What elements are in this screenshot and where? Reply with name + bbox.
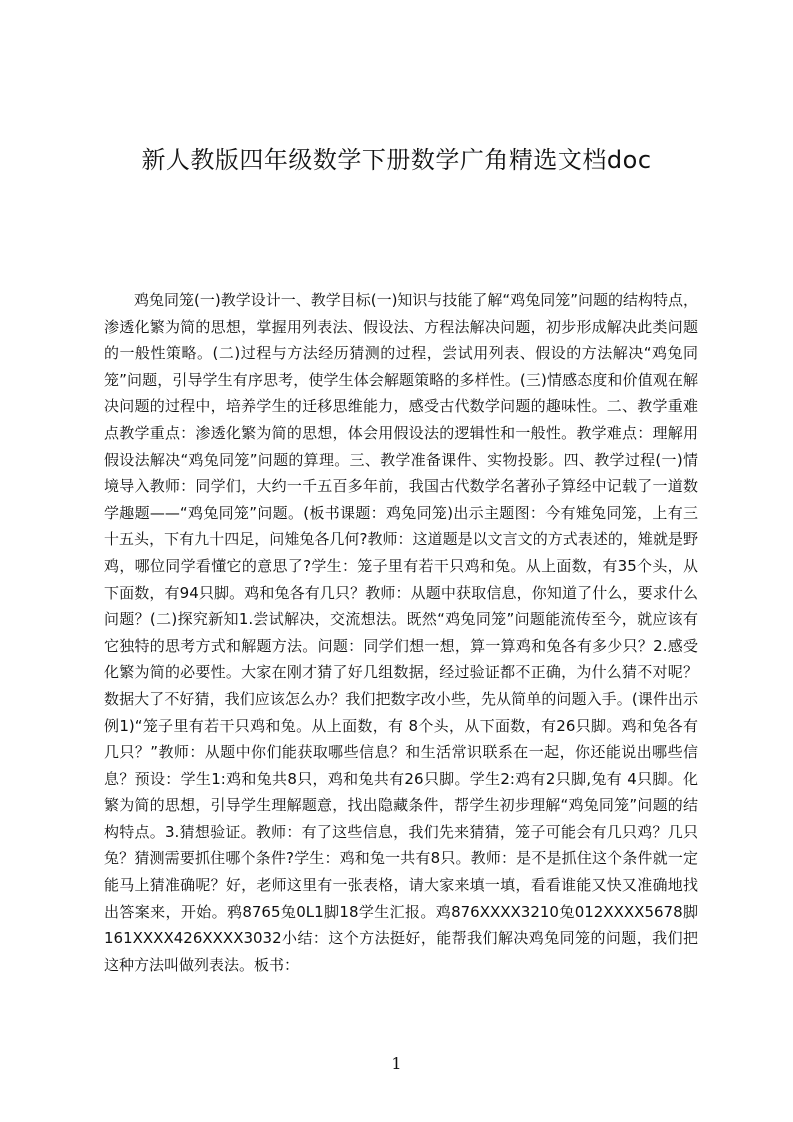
page-number: 1 [391,1054,402,1073]
document-title: 新人教版四年级数学下册数学广角精选文档doc [141,146,652,174]
document-body-paragraph: 鸡兔同笼(一)教学设计一、教学目标(一)知识与技能了解“鸡兔同笼”问题的结构特点，渗透化繁为简的思想，掌握用列表法、假设法、方程法解决问题，初步形成解决此类问题的一般性策略。(二)过程与方法经历猜测的过程，尝试用列表、假设的方法解决“鸡兔同笼”问题，引导学生有序思考，使学生体会解题策略的多样性。(三)情感态度和价值观在解决问题的过程中，培养学生的迁移思维能力，感受古代数学问题的趣味性。二、教学重难点教学重点：渗透化繁为简的思想，体会用假设法的逻辑性和一般性。教学难点：理解用假设法解决“鸡兔同笼”问题的算理。三、教学准备课件、实物投影。四、教学过程(一)情境导入教师：同学们，大约一千五百多年前，我国古代数学名著孙子算经中记载了一道数学趣题——“鸡兔同笼”问题。(板书课题：鸡兔同笼)出示主题图：今有雉兔同笼，上有三十五头，下有九十四足，问雉兔各几何?教师：这道题是以文言文的方式表述的，雉就是野鸡，哪位同学看懂它的意思了?学生：笼子里有若干只鸡和兔。从上面数，有35个头，从下面数，有94只脚。鸡和兔各有几只？教师：从题中获取信息，你知道了什么，要求什么问题？(二)探究新知1.尝试解决，交流想法。既然“鸡兔同笼”问题能流传至今，就应该有它独特的思考方式和解题方法。问题：同学们想一想，算一算鸡和兔各有多少只？2.感受化繁为简的必要性。大家在刚才猜了好几组数据，经过验证都不正确，为什么猜不对呢？数据大了不好猜，我们应该怎么办？我们把数字改小些，先从简单的问题入手。(课件出示例1)“笼子里有若干只鸡和兔。从上面数，有 8个头，从下面数，有26只脚。鸡和兔各有几只？”教师：从题中你们能获取哪些信息？和生活常识联系在一起，你还能说出哪些信息？预设：学生1:鸡和兔共8只，鸡和兔共有26只脚。学生2:鸡有2只脚,兔有 4只脚。化繁为简的思想，引导学生理解题意，找出隐藏条件，帮学生初步理解“鸡兔同笼”问题的结构特点。3.猜想验证。教师：有了这些信息，我们先来猜猜，笼子可能会有几只鸡？几只兔？猜测需要抓住哪个条件?学生：鸡和兔一共有8只。教师：是不是抓住这个条件就一定能马上猜准确呢？好，老师这里有一张表格，请大家来填一填，看看谁能又快又准确地找出答案来，开始。鸦8765兔0L1脚18学生汇报。鸡876XXXX3210兔012XXXX5678脚161XXXX426XXXX3032小结：这个方法挺好，能帮我们解决鸡兔同笼的问题，我们把这种方法叫做列表法。板书： [104,291,698,974]
